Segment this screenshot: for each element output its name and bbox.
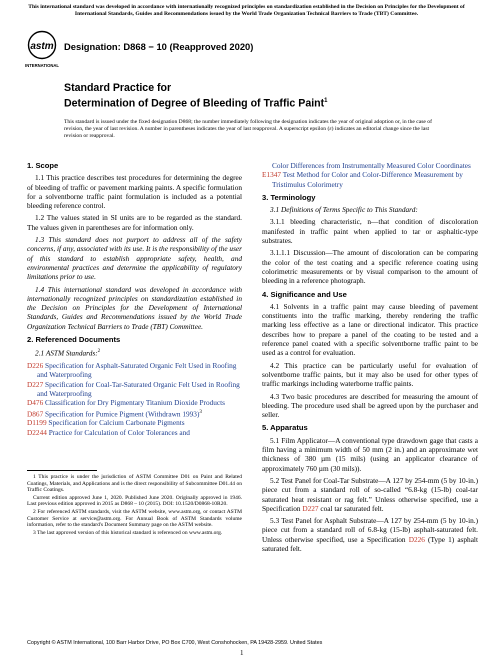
page-number: 1 [240,649,244,657]
ref-d2244[interactable]: D2244 Practice for Calculation of Color Tolerances and [27,427,190,437]
section-4-2: 4.2 This practice can be particularly useful for evaluation of solventborne traffic paints, but it may also be used for other types of traffic markings including waterborne traffic paints. [262,360,478,389]
ref-d227[interactable]: D227 Specification for Coal-Tar-Saturated Organic Felt Used in Roofing and Waterproofing [27,379,240,398]
link-d226[interactable]: D226 [408,534,425,544]
terminology-heading: 3. Terminology [262,192,316,202]
ref-d1199[interactable]: D1199 Specification for Calcium Carbonate Pigments [27,418,185,428]
section-5-3: 5.3 Test Panel for Asphalt Substrate—A 127 by 254-mm (5 by 10-in.) piece cut from a standard roll of 6.8-kg (15-lb) asphalt-saturated felt. Unless otherwise specified, use a Specification D226 (Type 1) asphalt saturated felt. [262,516,478,553]
footnote-rule [27,470,97,471]
astm-logo [27,30,57,72]
svg-text:astm: astm [30,41,54,52]
apparatus-heading: 5. Apparatus [262,423,308,433]
footnote-3: 3 The last approved version of this historical standard is referenced on www.astm.org. [33,529,223,536]
footnotes [27,474,242,537]
ref-d2244-continued[interactable]: Color Differences from Instrumentally Measured Color Coordinates [272,161,471,170]
link-d227[interactable]: D227 [302,503,319,513]
section-1-2: 1.2 The values stated in SI units are to be regarded as the standard. The values given in parentheses are for information only. [27,213,242,232]
ref-d476[interactable]: D476 Classification for Dry Pigmentary Titanium Dioxide Products [27,398,226,408]
ref-d226[interactable]: D226 Specification for Asphalt-Saturated Organic Felt Used in Roofing and Waterproofing [27,361,237,380]
tbt-notice: This international standard was developed in accordance with internationally recognized principles on standardization established in the Decision on Principles for the Development of International Standards, Guides and Recommendations issued by the World Trade Organization Technical Barriers to Trade (TBT) Committee. [28,4,465,17]
scope-heading: 1. Scope [27,161,59,170]
footnote-1: 1 This practice is under the jurisdiction of ASTM Committee D01 on Paint and Related Coatings, Materials, and Applications and is the direct responsibility of Subcommittee D01.44 on Traffic Coatings. [27,474,242,494]
copyright: Copyright © ASTM International, 100 Barr Harbor Drive, PO Box C700, West Conshohocken, PA 19428-2959. United States [27,640,323,646]
significance-heading: 4. Significance and Use [262,289,347,299]
ref-d867[interactable]: D867 Specification for Pumice Pigment (Withdrawn 1993)$^3$ [27,408,202,418]
issued-note: This standard is issued under the fixed designation D868; the number immediately following the designation indicates the year of original adoption or, in the case of revision, the year of last revision. A number in parentheses indicates the year of last reapproval. A superscript epsilon (ε) indicates an editorial change since the last revision or reapproval. [64,119,432,139]
designation: Designation: D868 − 10 (Reapproved 2020) [64,41,254,52]
section-4-3: 4.3 Two basic procedures are described for measuring the amount of bleeding. The procedure used shall be agreed upon by the purchaser and seller. [262,391,478,420]
section-3-1-1: 3.1.1 bleeding characteristic, n—that condition of discoloration manifested in traffic paint when applied to tar or asphaltic-type substrates. [262,217,478,246]
section-3-1: 3.1 Definitions of Terms Specific to This Standard: [270,205,418,215]
right-column [262,161,478,556]
section-1-3: 1.3 This standard does not purport to address all of the safety concerns, if any, associated with its use. It is the responsibility of the user of this standard to establish appropriate safety, health, and environmental practices and determine the applicability of regulatory limitations prior to use. [27,235,242,282]
section-4-1: 4.1 Solvents in a traffic paint may cause bleeding of pavement constituents into the traffic marking, thereby rendering the traffic marking less effective as a lane or directional indicator. This practice describes how to prepare a panel of the coating to be tested and a reference panel coated with a specific solventborne traffic paint to be used as a control for evaluation. [262,301,478,358]
section-5-2: 5.2 Test Panel for Coal-Tar Substrate—A 127 by 254-mm (5 by 10-in.) piece cut from a standard roll of so-called “6.8-kg (15-lb) coal-tar saturated heat resistant or rag felt.” Unless otherwise specified, use a Specification D227 coal tar saturated felt. [262,475,478,513]
ref-e1347[interactable]: E1347 Test Method for Color and Color-Difference Measurement by Tristimulus Colorimetry [262,170,463,189]
section-1-4: 1.4 This international standard was developed in accordance with internationally recognized principles on standardization established in the Decision on Principles for the Development of International Standards, Guides and Recommendations issued by the World Trade Organization Technical Barriers to Trade (TBT) Committee. [27,284,242,331]
footnote-1-edition: Current edition approved June 1, 2020. Published June 2020. Originally approved in 1946. Last previous edition approved in 2015 as D868 – 10 (2015). DOI: 10.1520/D0868-10R20. [27,494,242,508]
footnote-2: 2 For referenced ASTM standards, visit the ASTM website, www.astm.org, or contact ASTM Customer Service at service@astm.org. For Annual Book of ASTM Standards volume information, refer to the standard's Document Summary page on the ASTM website. [27,508,242,529]
section-5-1: 5.1 Film Applicator—A conventional type drawdown gage that casts a film having a minimum width of 50 mm (2 in.) and an approximate wet thickness of 380 µm (15 mils) (using an applicator clearance of approximately 760 µm (30 mils)). [262,435,478,473]
section-1-1: 1.1 This practice describes test procedures for determining the degree of bleeding of traffic or pavement marking paints. A specific formulation for a solventborne traffic paint formulation is included as a potential bleeding reference control. [27,173,242,211]
title-line-2: Determination of Degree of Bleeding of Traffic Paint$^1$ [64,97,328,110]
left-column [27,161,242,437]
document-title [64,82,328,110]
refdocs-heading: 2. Referenced Documents [27,335,121,345]
section-2-1: 2.1 ASTM Standards:$^2$ [35,348,101,358]
logo-text: INTERNATIONAL [25,63,59,68]
title-line-1: Standard Practice for [64,82,172,94]
title-footnote-mark: 1 [324,97,328,104]
section-3-1-1-1: 3.1.1.1 Discussion—The amount of discoloration can be comparing the color of the test coating and a specific reference coating using colorimetric measurements or by visual comparison to the amount of bleeding in a reference photograph. [262,248,478,286]
